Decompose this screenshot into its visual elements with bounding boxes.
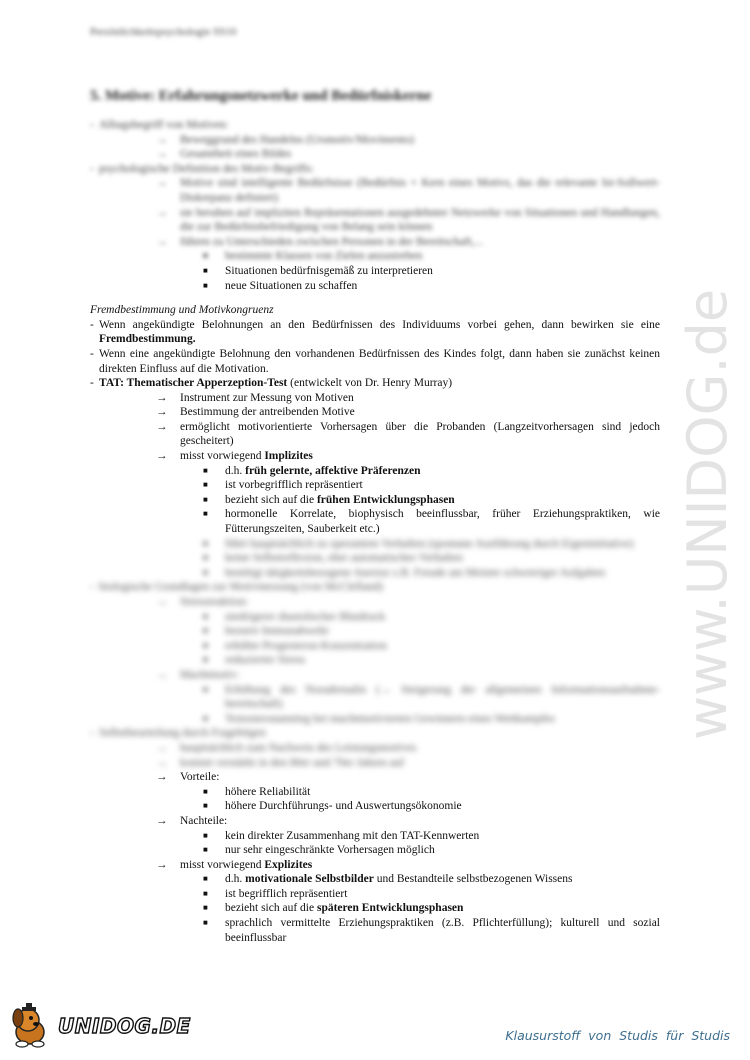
arrow-list-item: [90, 405, 660, 420]
item-text: erhöhte Progesteron-Konzentration: [225, 639, 387, 652]
list-item-text: [99, 726, 660, 741]
arrow-list-item: [90, 420, 660, 449]
item-text: hauptsächlich zum Nachweis des Leistungsmotives: [180, 741, 417, 754]
bold-term: TAT: Thematischer Apperzeption-Test: [99, 377, 288, 390]
bullet-list-item: [90, 624, 660, 639]
list-item-text: [180, 176, 660, 205]
bullet-list-item: [90, 537, 660, 552]
blurred-middle-section: [90, 537, 660, 771]
arrow-list-item: [90, 668, 660, 683]
bullet-list-item: [90, 683, 660, 712]
arrow-marker-icon: →: [156, 814, 168, 827]
tat-section: [90, 318, 660, 537]
arrow-marker-icon: →: [156, 420, 168, 433]
list-item-text: [225, 624, 329, 639]
square-bullet-icon: ■: [203, 713, 208, 723]
list-item-text: [225, 872, 573, 887]
item-text: misst vorwiegend: [180, 450, 265, 463]
list-item-text: [180, 405, 355, 420]
item-text: kommt verstärkt in den 80er und 70er Jahren auf: [180, 756, 405, 769]
dash-marker: -: [90, 318, 94, 331]
item-text: bessere Immunabwehr: [225, 625, 329, 638]
square-bullet-icon: ■: [203, 538, 208, 548]
arrow-marker-icon: →: [156, 206, 168, 219]
unidog-logo: [6, 1002, 206, 1054]
square-bullet-icon: ■: [203, 480, 208, 490]
list-item-text: [180, 206, 660, 235]
item-text-tail: und Bestandteile selbstbezogenen Wissens: [373, 873, 573, 886]
list-item-text: [180, 147, 291, 162]
list-item-text: [180, 449, 313, 464]
list-item-text: [225, 683, 660, 712]
subsection-heading: Fremdbestimmung und Motivkongruenz: [90, 304, 274, 317]
list-item-text: [225, 785, 310, 800]
item-text: ermöglicht motivorientierte Vorhersagen über die Probanden (Langzeitvorhersagen sind jedoch gescheitert): [180, 420, 660, 448]
bullet-list-item: [90, 478, 660, 493]
item-text: bestimmte Klassen von Zielen anzustreben: [225, 250, 423, 263]
item-text: höhere Reliabilität: [225, 785, 311, 798]
list-item-text: [99, 318, 660, 347]
list-item-text: [99, 580, 660, 595]
arrow-marker-icon: →: [156, 406, 168, 419]
list-item-text: [225, 464, 421, 479]
item-text: d.h.: [225, 464, 246, 477]
square-bullet-icon: ■: [203, 280, 208, 290]
section-title: 5. Motive: Erfahrungsnetzwerke und Bedürfniskerne: [90, 88, 432, 104]
bullet-list-item: [90, 829, 660, 844]
dash-marker: -: [90, 162, 94, 175]
list-item-text: [180, 668, 239, 683]
bold-term: frühen Entwicklungsphasen: [316, 493, 455, 506]
list-item-text: [99, 347, 660, 376]
watermark: [664, 270, 750, 740]
bullet-list-item: [90, 712, 660, 727]
square-bullet-icon: ■: [203, 567, 208, 577]
bullet-list-item: [90, 653, 660, 668]
list-item-text: [180, 420, 660, 449]
bullet-list-item: [90, 799, 660, 814]
list-item-text: [180, 770, 219, 785]
bullet-list-item: [90, 785, 660, 800]
item-text: Gesamtheit eines Bildes: [180, 148, 292, 161]
list-item-text: [225, 843, 435, 858]
list-item-text: [180, 391, 354, 406]
square-bullet-icon: ■: [203, 845, 208, 855]
list-item-text: [225, 264, 433, 279]
bullet-list-item: [90, 872, 660, 887]
item-text: hormonelle Korrelate, biophysisch beeinflussbar, früher Erziehungspraktiken, wie Fütterungszeiten, Sauberkeit etc.): [225, 508, 660, 536]
square-bullet-icon: ■: [203, 553, 208, 563]
item-text: kein direkter Zusammenhang mit den TAT-Kennwerten: [225, 829, 480, 842]
dash-list-item: [90, 726, 660, 741]
item-text: ist begrifflich repräsentiert: [225, 887, 348, 900]
bullet-list-item: [90, 464, 660, 479]
list-item-text: [180, 814, 227, 829]
arrow-marker-icon: →: [156, 756, 168, 769]
item-text: benötigt tätigkeitsbezogene Anreize z.B. Freude am Meister schwieriger Aufgaben: [225, 566, 606, 579]
dash-marker: -: [90, 377, 94, 390]
dash-list-item: [90, 376, 660, 391]
list-item-text: [225, 478, 363, 493]
dash-marker: -: [90, 347, 94, 360]
bullet-list-item: [90, 493, 660, 508]
watermark-text: www.UNIDOG.de: [676, 288, 739, 740]
dash-list-item: [90, 118, 660, 133]
arrow-marker-icon: →: [156, 177, 168, 190]
item-text: sie beruhen auf impliziten Repräsentationen ausgedehnter Netzwerke von Situationen und Handlungen, die zur Bedürfnisbefriedigung von Belang sein können: [180, 206, 660, 234]
dash-marker: -: [90, 727, 94, 740]
list-item-text: [180, 756, 404, 771]
bold-term: Fremdbestimmung.: [99, 333, 196, 346]
intro-list: [90, 118, 660, 293]
list-item-text: [225, 279, 357, 294]
list-item-text: [225, 653, 305, 668]
arrow-list-item: [90, 133, 660, 148]
bold-term: motivationale Selbstbilder: [245, 873, 374, 886]
item-text: psychologische Definition des Motiv-Begriffs:: [99, 162, 314, 175]
dog-mascot-icon: [6, 1002, 56, 1052]
item-text: Stressreaktion:: [180, 596, 249, 608]
square-bullet-icon: ■: [203, 509, 208, 519]
arrow-list-item: [90, 814, 660, 829]
square-bullet-icon: ■: [203, 494, 208, 504]
list-item-text: [225, 901, 463, 916]
item-text: Selbstbeurteilung durch Fragebögen: [99, 727, 266, 740]
arrow-list-item: [90, 858, 660, 873]
bullet-list-item: [90, 639, 660, 654]
arrow-marker-icon: →: [156, 148, 168, 161]
list-item-text: [225, 507, 660, 536]
item-text: Machtmotiv:: [180, 668, 240, 681]
list-item-text: [225, 639, 387, 654]
item-text: neue Situationen zu schaffen: [225, 279, 358, 292]
square-bullet-icon: ■: [203, 786, 208, 796]
arrow-list-item: [90, 741, 660, 756]
item-text: ist vorbegrifflich repräsentiert: [225, 479, 363, 492]
list-item-text: [225, 537, 634, 552]
item-text: misst vorwiegend: [180, 858, 265, 871]
item-text: Wenn angekündigte Belohnungen an den Bedürfnissen des Individuums vorbei gehen, dann bewirken sie eine: [99, 318, 660, 331]
list-item-text: [225, 249, 422, 264]
list-item-text: [180, 858, 312, 873]
list-item-text: [180, 133, 414, 148]
list-item-text: [180, 235, 483, 250]
item-text: führen zu Unterschieden zwischen Personen in der Bereitschaft,...: [180, 235, 484, 248]
list-item-text: [99, 376, 660, 391]
bullet-list-item: [90, 610, 660, 625]
item-text: Wenn eine angekündigte Belohnung den vorhandenen Bedürfnissen des Kindes folgt, dann haben sie zunächst keinen direkten Einfluss auf die Motivation.: [99, 347, 660, 375]
square-bullet-icon: ■: [203, 903, 208, 913]
dash-list-item: [90, 580, 660, 595]
arrow-list-item: [90, 391, 660, 406]
arrow-list-item: [90, 770, 660, 785]
dash-list-item: [90, 162, 660, 177]
item-text: bezieht sich auf die: [225, 493, 317, 506]
item-text: Testosteronanstieg bei machtmotivierten Gewinnern eines Wettkampfes: [225, 712, 555, 725]
bold-term: Explizites: [264, 858, 313, 871]
list-item-text: [225, 566, 605, 581]
item-text: Erhöhung des Noradrenalin (→ Steigerung der allgemeinen Informationsaufnahme-bereitschaft): [225, 683, 660, 711]
list-item-text: [225, 799, 462, 814]
item-text: führt hauptsächlich zu operantem Verhalten (spontane Ausführung durch Eigeninitiative): [225, 537, 634, 550]
list-item-text: [225, 493, 455, 508]
square-bullet-icon: ■: [203, 918, 208, 928]
arrow-marker-icon: →: [156, 596, 168, 608]
arrow-marker-icon: →: [156, 858, 168, 871]
arrow-list-item: [90, 595, 660, 610]
square-bullet-icon: ■: [203, 251, 208, 261]
arrow-list-item: [90, 206, 660, 235]
square-bullet-icon: ■: [203, 265, 208, 275]
item-text: bezieht sich auf die: [225, 902, 317, 915]
item-text: Motive sind intelligente Bedürfnisse (Bedürfnis + Kern eines Motivs, das die relevante Ist-Sollwert-Diskrepanz definiert): [180, 177, 660, 204]
page-header: Persönlichkeitspsychologie SS10: [90, 26, 237, 38]
bullet-list-item: [90, 264, 660, 279]
item-text: reduzierter Stress: [225, 654, 306, 667]
item-text: Alltagsbegriff von Motiven:: [99, 119, 229, 131]
arrow-marker-icon: →: [156, 450, 168, 463]
arrow-marker-icon: →: [156, 391, 168, 404]
list-item-text: [225, 916, 660, 945]
arrow-marker-icon: →: [156, 741, 168, 754]
bullet-list-item: [90, 887, 660, 902]
square-bullet-icon: ■: [203, 465, 208, 475]
item-text: keine Selbstreflexion, eher automatisches Verhalten: [225, 552, 463, 565]
arrow-marker-icon: →: [156, 133, 168, 146]
item-text: biologische Grundlagen zur Motivmessung (von McClelland): [99, 581, 383, 594]
item-text: Nachteile:: [180, 814, 228, 827]
square-bullet-icon: ■: [203, 888, 208, 898]
arrow-marker-icon: →: [156, 668, 168, 681]
item-text: Situationen bedürfnisgemäß zu interpretieren: [225, 264, 433, 277]
arrow-list-item: [90, 756, 660, 771]
item-text: (entwickelt von Dr. Henry Murray): [287, 377, 453, 390]
logo-text: UNIDOG.DE: [58, 1014, 191, 1038]
item-text: Bestimmung der antreibenden Motive: [180, 406, 355, 419]
item-text: nur sehr eingeschränkte Vorhersagen möglich: [225, 844, 435, 857]
arrow-list-item: [90, 449, 660, 464]
list-item-text: [225, 610, 385, 625]
list-item-text: [225, 712, 555, 727]
bullet-list-item: [90, 279, 660, 294]
list-item-text: [180, 741, 416, 756]
list-item-text: [99, 162, 660, 177]
square-bullet-icon: ■: [203, 830, 208, 840]
bold-term: späteren Entwicklungsphasen: [316, 902, 464, 915]
item-text: Beweggrund des Handelns (Ursmotiv/Movimento): [180, 133, 415, 146]
item-text: Vorteile:: [180, 771, 220, 784]
arrow-marker-icon: →: [156, 771, 168, 784]
bold-term: Implizites: [264, 450, 313, 463]
dash-list-item: [90, 347, 660, 376]
bullet-list-item: [90, 507, 660, 536]
dash-list-item: [90, 318, 660, 347]
item-text: niedrigerer diastolischer Blutdruck: [225, 610, 386, 623]
bullet-list-item: [90, 916, 660, 945]
arrow-list-item: [90, 235, 660, 250]
dash-marker: -: [90, 119, 94, 131]
list-item-text: [225, 887, 347, 902]
list-item-text: [225, 829, 479, 844]
square-bullet-icon: ■: [203, 611, 208, 621]
bullet-list-item: [90, 843, 660, 858]
square-bullet-icon: ■: [203, 640, 208, 650]
arrow-list-item: [90, 176, 660, 205]
square-bullet-icon: ■: [203, 626, 208, 636]
bullet-list-item: [90, 901, 660, 916]
questionnaire-section: [90, 770, 660, 945]
bullet-list-item: [90, 249, 660, 264]
arrow-marker-icon: →: [156, 235, 168, 248]
square-bullet-icon: ■: [203, 874, 208, 884]
dash-marker: -: [90, 581, 94, 594]
square-bullet-icon: ■: [203, 684, 208, 694]
square-bullet-icon: ■: [203, 655, 208, 665]
bullet-list-item: [90, 566, 660, 581]
footer-slogan: Klausurstoff von Studis für Studis: [505, 1028, 730, 1043]
item-text: höhere Durchführungs- und Auswertungsökonomie: [225, 800, 462, 813]
arrow-list-item: [90, 147, 660, 162]
item-text: sprachlich vermittelte Erziehungspraktiken (z.B. Pflichterfüllung); kulturell und sozial beeinflussbar: [225, 917, 660, 944]
square-bullet-icon: ■: [203, 801, 208, 811]
item-text: Instrument zur Messung von Motiven: [180, 391, 354, 404]
document-body: [90, 118, 660, 945]
list-item-text: [99, 118, 660, 133]
list-item-text: [225, 551, 463, 566]
list-item-text: [180, 595, 248, 610]
item-text: d.h.: [225, 873, 246, 886]
bold-term: früh gelernte, affektive Präferenzen: [245, 464, 421, 477]
bullet-list-item: [90, 551, 660, 566]
